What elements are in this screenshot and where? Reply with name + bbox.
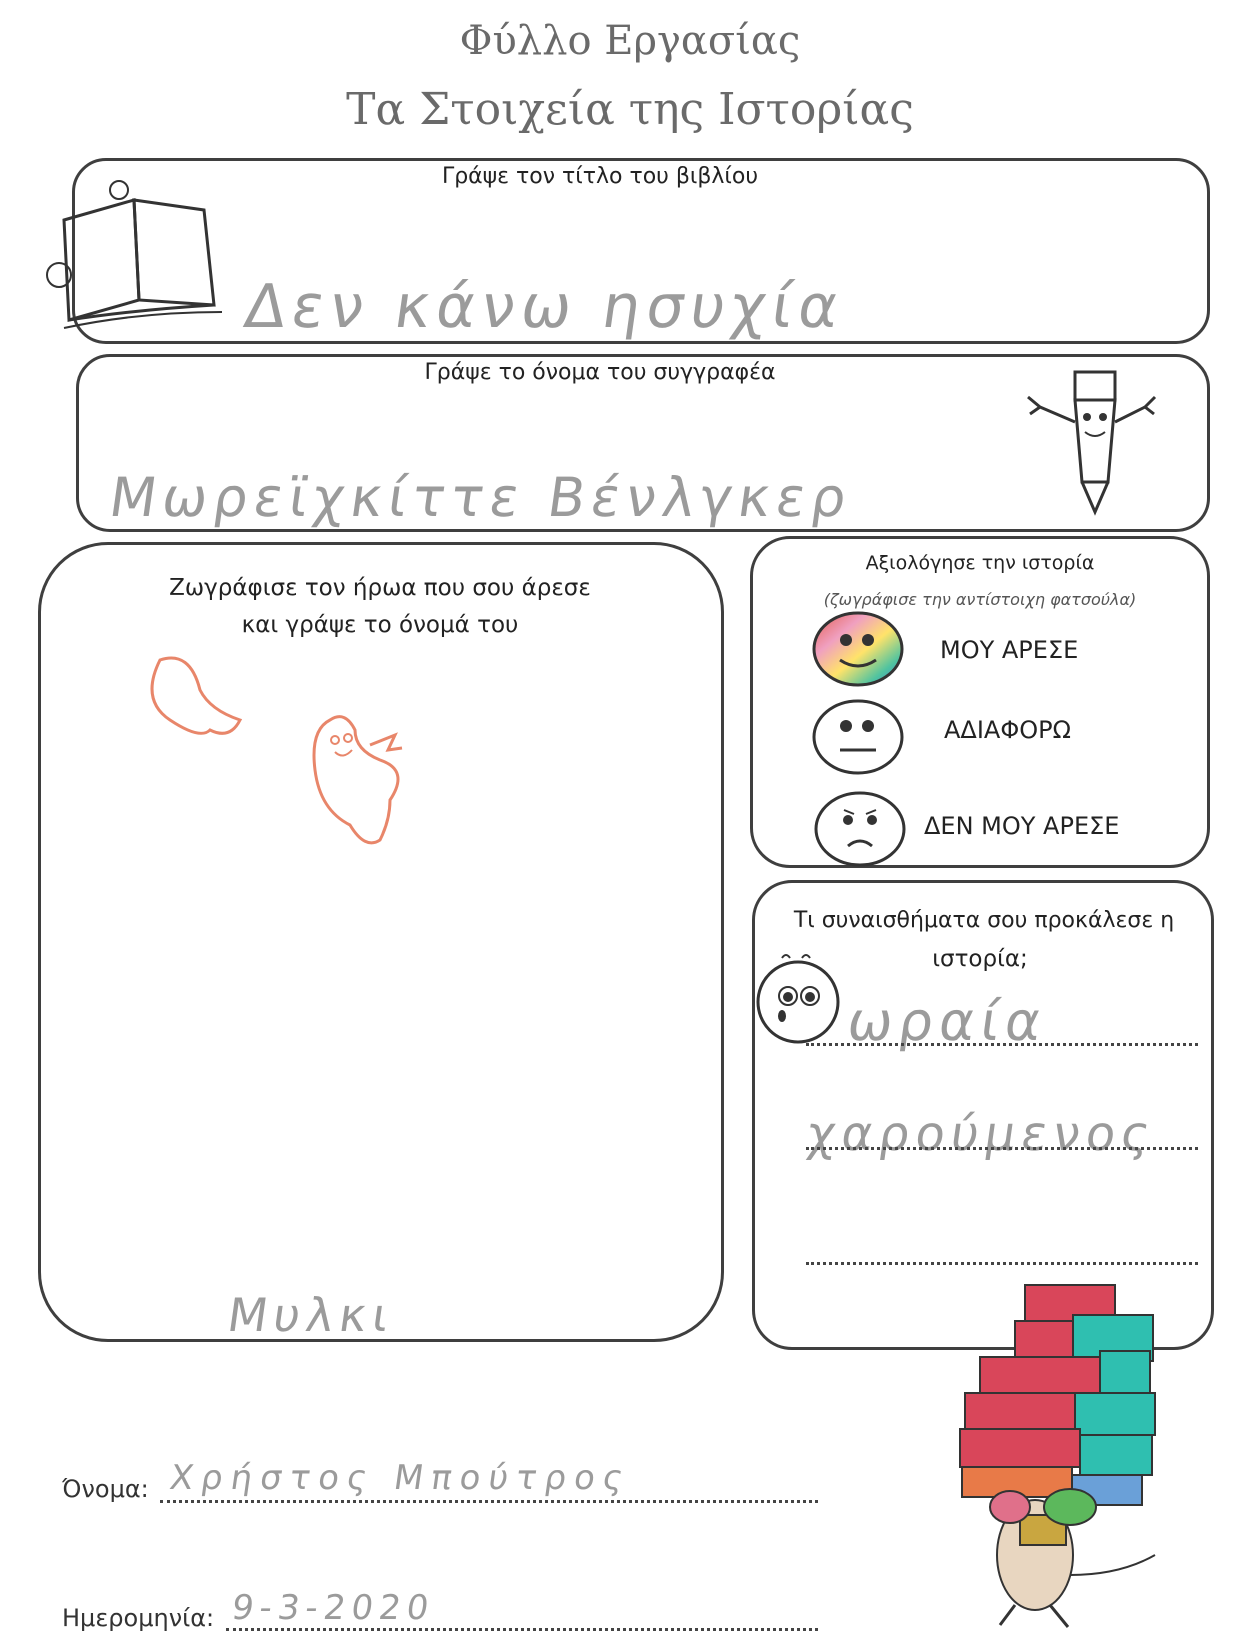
book-title-prompt: Γράψε τον τίτλο του βιβλίου	[441, 164, 759, 189]
neutral-face-icon[interactable]	[810, 698, 906, 776]
pencil-character-icon	[1020, 362, 1160, 522]
feelings-answer-2: χαρούμενος	[804, 1106, 1160, 1162]
rating-title: Αξιολόγησε την ιστορία	[865, 552, 1095, 574]
book-title-answer: Δεν κάνω ησυχία	[240, 272, 850, 342]
date-value: 9-3-2020	[229, 1588, 438, 1628]
worksheet-subtitle: Τα Στοιχεία της Ιστορίας	[346, 84, 914, 135]
feelings-line-3	[806, 1262, 1198, 1265]
rating-dislike-label: ΔΕΝ ΜΟΥ ΑΡΕΣΕ	[924, 812, 1120, 840]
hero-drawing	[140, 640, 460, 860]
date-line	[226, 1628, 818, 1631]
feelings-answer-1: ωραία	[843, 990, 1052, 1053]
surprised-face-icon	[752, 950, 844, 1046]
mouse-with-books-illustration	[940, 1275, 1170, 1635]
feelings-line-1	[806, 1043, 1198, 1046]
feelings-prompt-line1: Τι συναισθήματα σου προκάλεσε η	[793, 908, 1175, 933]
name-value: Χρήστος Μπούτρος	[167, 1458, 634, 1498]
worksheet-title: Φύλλο Εργασίας	[459, 18, 801, 64]
feelings-prompt-line2: ιστορία;	[932, 946, 1028, 972]
rating-neutral-label: ΑΔΙΑΦΟΡΩ	[944, 716, 1071, 744]
rating-subtitle: (ζωγράφισε την αντίστοιχη φατσούλα)	[823, 590, 1137, 609]
date-label: Ημερομηνία:	[62, 1604, 215, 1632]
feelings-line-2	[806, 1147, 1198, 1150]
happy-face-icon[interactable]	[810, 610, 906, 688]
name-label: Όνομα:	[62, 1475, 149, 1503]
open-book-icon	[44, 180, 234, 330]
hero-prompt-line1: Ζωγράφισε τον ήρωα που σου άρεσε	[169, 575, 591, 601]
name-line	[160, 1500, 818, 1503]
hero-prompt-line2: και γράψε το όνομά του	[241, 612, 519, 638]
hero-answer: Μυλκι	[224, 1288, 398, 1342]
author-prompt: Γράψε το όνομα του συγγραφέα	[424, 360, 776, 385]
author-answer: Μωρεϊχκίττε Βένλγκερ	[105, 466, 857, 529]
rating-like-label: ΜΟΥ ΑΡΕΣΕ	[940, 636, 1079, 664]
sad-face-icon[interactable]	[812, 790, 908, 868]
